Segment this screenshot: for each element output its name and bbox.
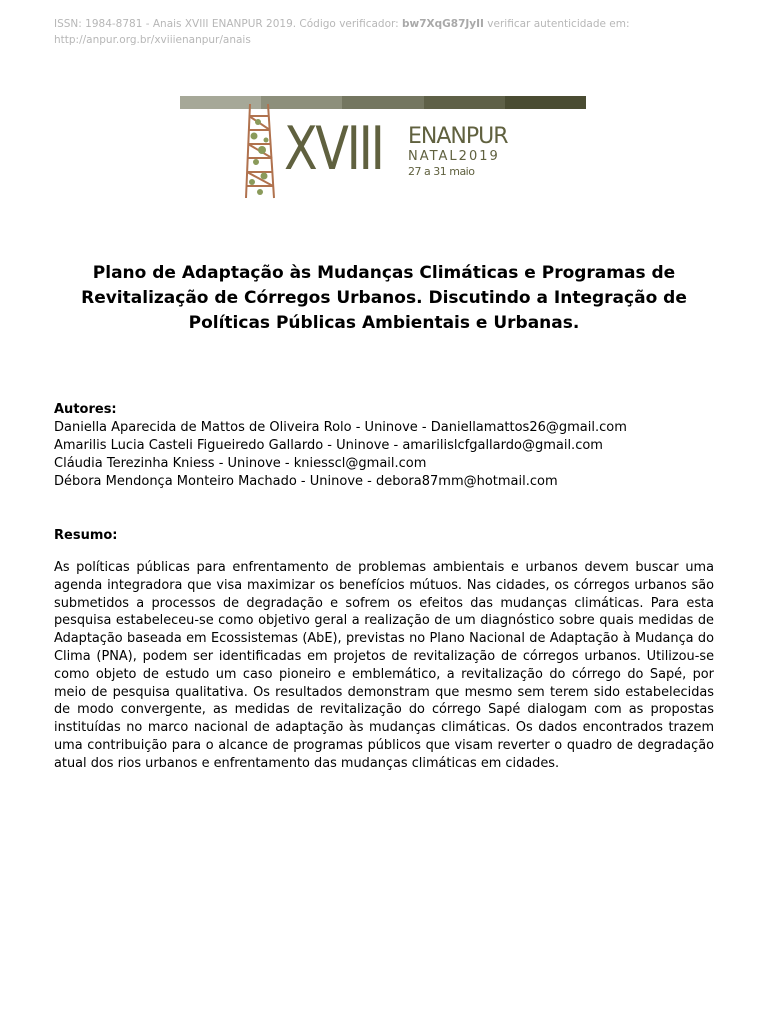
verifier-code: bw7XqG87JyII bbox=[402, 18, 484, 30]
issn-header bbox=[54, 16, 734, 48]
logo-event-place: NATAL2019 bbox=[408, 149, 500, 164]
logo-bar-3 bbox=[342, 96, 423, 109]
issn-text: ISSN: 1984-8781 - Anais XVIII ENANPUR 2019. Código verificador: bbox=[54, 18, 403, 30]
logo-event-name: ENANPUR bbox=[408, 124, 508, 149]
author-line: Cláudia Terezinha Kniess - Uninove - kniesscl@gmail.com bbox=[54, 456, 427, 471]
abstract-text: As políticas públicas para enfrentamento de problemas ambientais e urbanos devem buscar uma agenda integradora que visa maximizar os benefícios mútuos. Nas cidades, os córregos urbanos são submetidos a processos de degradação e sofrem os efeitos das mudanças climáticas. Para esta pesquisa estabeleceu-se como objetivo geral a realização de um diagnóstico sobre quais medidas de Adaptação baseada em Ecossistemas (AbE), previstas no Plano Nacional de Adaptação à Mudança do Clima (PNA), podem ser identificadas em projetos de revitalização de córregos urbanos. Utilizou-se como objeto de estudo um caso pioneiro e emblemático, a revitalização do córrego do Sapé, por meio de pesquisa qualitativa. Os resultados demonstram que mesmo sem terem sido estabelecidas de modo convergente, as medidas de revitalização do córrego Sapé dialogam com as propostas instituídas no marco nacional de adaptação às mudanças climáticas. Os dados encontrados trazem uma contribuição para o alcance de programas públicos que visam reverter o quadro de degradação atual dos rios urbanos e enfrentamento das mudanças climáticas em cidades. bbox=[54, 560, 714, 771]
verify-text: verificar autenticidade em: bbox=[483, 18, 630, 30]
author-line: Amarilis Lucia Casteli Figueiredo Gallardo - Uninove - amarilislcfgallardo@gmail.com bbox=[54, 438, 603, 453]
author-line: Daniella Aparecida de Mattos de Oliveira Rolo - Uninove - Daniellamattos26@gmail.com bbox=[54, 420, 627, 435]
event-logo bbox=[180, 96, 586, 200]
authors-heading: Autores: bbox=[54, 402, 117, 417]
logo-bar-5 bbox=[505, 96, 586, 109]
abstract-heading: Resumo: bbox=[54, 528, 118, 543]
paper-title: Plano de Adaptação às Mudanças Climáticas e Programas de Revitalização de Córregos Urbanos. Discutindo a Integração de Políticas Públicas Ambientais e Urbanas. bbox=[81, 263, 687, 333]
ladder-tower-icon bbox=[238, 100, 282, 200]
logo-roman-numeral: XVIII bbox=[284, 114, 383, 184]
logo-bar-4 bbox=[424, 96, 505, 109]
authors-list bbox=[54, 419, 714, 491]
logo-event-dates: 27 a 31 maio bbox=[408, 165, 475, 178]
author-line: Débora Mendonça Monteiro Machado - Uninove - debora87mm@hotmail.com bbox=[54, 474, 558, 489]
anais-url-link[interactable]: http://anpur.org.br/xviiienanpur/anais bbox=[54, 34, 251, 46]
